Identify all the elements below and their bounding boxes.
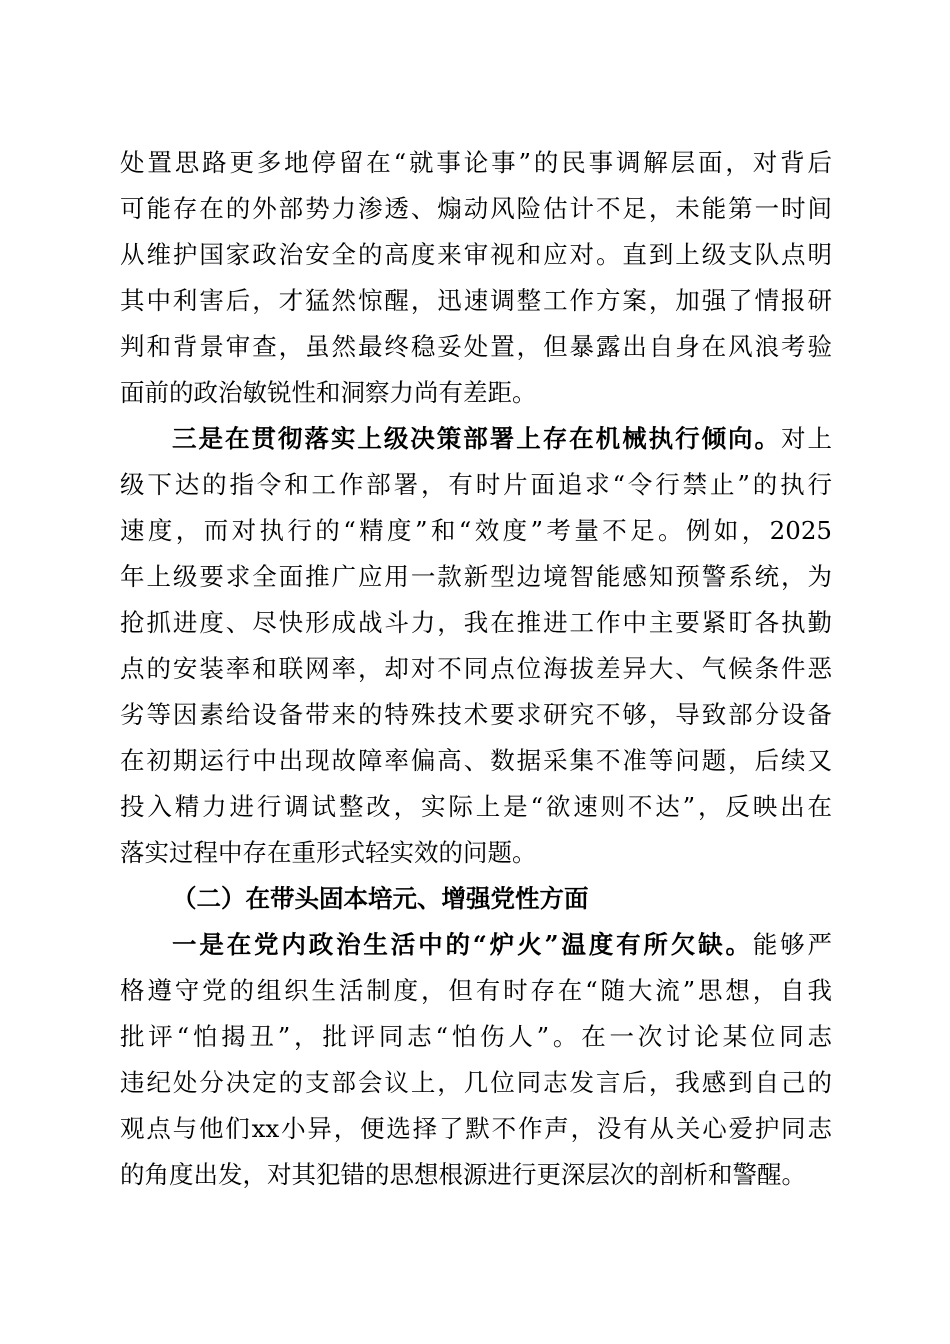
lead-tail: 能够严 bbox=[752, 930, 833, 959]
text-line: 其中利害后，才猛然惊醒，迅速调整工作方案，加强了情报研 bbox=[120, 286, 832, 315]
text-line: 速度，而对执行的“精度”和“效度”考量不足。例如，2025 bbox=[120, 516, 832, 545]
text-line: 投入精力进行调试整改，实际上是“欲速则不达”，反映出在 bbox=[120, 792, 832, 821]
text-line: 在初期运行中出现故障率偏高、数据采集不准等问题，后续又 bbox=[120, 746, 832, 775]
text-line: 点的安装率和联网率，却对不同点位海拔差异大、气候条件恶 bbox=[120, 654, 832, 683]
text-line: 落实过程中存在重形式轻实效的问题。 bbox=[120, 838, 537, 867]
lead-tail: 对上 bbox=[781, 424, 833, 453]
paragraph bbox=[120, 140, 832, 416]
text-line: 违纪处分决定的支部会议上，几位同志发言后，我感到自己的 bbox=[120, 1068, 832, 1097]
text-line: 判和背景审查，虽然最终稳妥处置，但暴露出自身在风浪考验 bbox=[120, 332, 832, 361]
text-line: 可能存在的外部势力渗透、煽动风险估计不足，未能第一时间 bbox=[120, 194, 832, 223]
text-line: 处置思路更多地停留在“就事论事”的民事调解层面，对背后 bbox=[120, 148, 832, 177]
text-line: 批评“怕揭丑”，批评同志“怕伤人”。在一次讨论某位同志 bbox=[120, 1022, 832, 1051]
text-line: 年上级要求全面推广应用一款新型边境智能感知预警系统，为 bbox=[120, 562, 832, 591]
text-line: 格遵守党的组织生活制度，但有时存在“随大流”思想，自我 bbox=[120, 976, 832, 1005]
section-heading: （二）在带头固本培元、增强党性方面 bbox=[172, 884, 589, 913]
paragraph bbox=[120, 922, 832, 1198]
text-line: 级下达的指令和工作部署，有时片面追求“令行禁止”的执行 bbox=[120, 470, 832, 499]
paragraph-lead: 三是在贯彻落实上级决策部署上存在机械执行倾向。 bbox=[172, 424, 782, 453]
text-line: 抢抓进度、尽快形成战斗力，我在推进工作中主要紧盯各执勤 bbox=[120, 608, 832, 637]
text-line: 从维护国家政治安全的高度来审视和应对。直到上级支队点明 bbox=[120, 240, 832, 269]
document-body bbox=[120, 140, 832, 1198]
text-line: 面前的政治敏锐性和洞察力尚有差距。 bbox=[120, 378, 537, 407]
text-line: 的角度出发，对其犯错的思想根源进行更深层次的剖析和警醒。 bbox=[120, 1160, 806, 1189]
text-line-with-lead bbox=[120, 922, 832, 968]
paragraph bbox=[120, 416, 832, 876]
text-line: 劣等因素给设备带来的特殊技术要求研究不够，导致部分设备 bbox=[120, 700, 832, 729]
text-line: 观点与他们xx小异，便选择了默不作声，没有从关心爱护同志 bbox=[120, 1114, 832, 1143]
paragraph-lead: 一是在党内政治生活中的“炉火”温度有所欠缺。 bbox=[172, 930, 753, 959]
text-line-with-lead bbox=[120, 416, 832, 462]
